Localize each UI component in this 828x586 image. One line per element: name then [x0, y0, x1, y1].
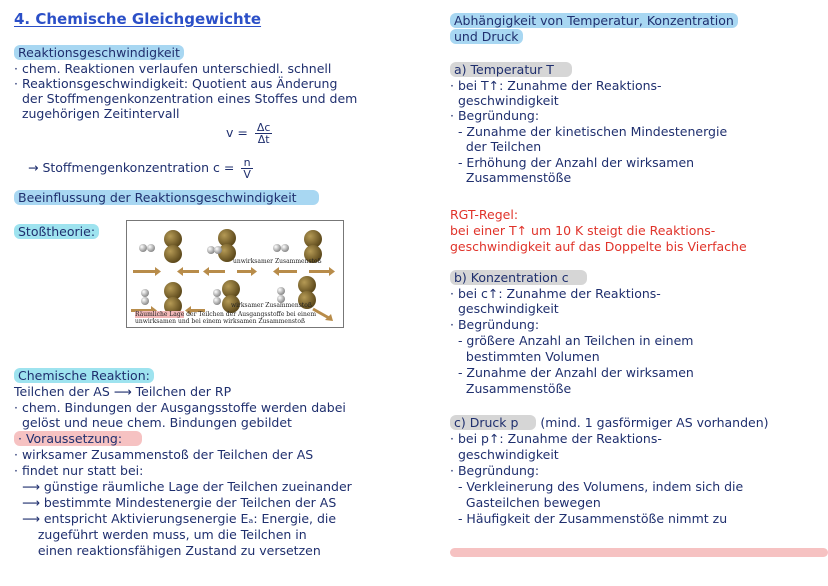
rate-line: · Reaktionsgeschwindigkeit: Quotient aus Änderung [14, 76, 338, 91]
rgt-rule-line: bei einer T↑ um 10 K steigt die Reaktions- [450, 223, 716, 238]
heading-dependence: Abhängigkeit von Temperatur, Konzentration [450, 13, 738, 28]
concentration-line: - Zunahme der Anzahl der wirksamen [450, 365, 694, 380]
heading-influence: Beeinflussung der Reaktionsgeschwindigkeit [14, 190, 319, 205]
conc-numerator: n [241, 157, 253, 169]
concentration-line: bestimmten Volumen [450, 349, 600, 364]
formula-denominator: Δt [257, 133, 270, 146]
condition-line: ⟶ günstige räumliche Lage der Teilchen zueinander [14, 479, 352, 494]
concentration-line: Zusammenstöße [450, 381, 572, 396]
heading-concentration: b) Konzentration c [450, 270, 587, 285]
heading-condition: · Voraussetzung: [14, 431, 142, 446]
pressure-line: geschwindigkeit [450, 447, 559, 462]
pressure-line: · Begründung: [450, 463, 540, 478]
heading-pressure: c) Druck p [450, 415, 536, 430]
rate-formula [226, 122, 275, 145]
conc-denominator: V [243, 168, 251, 181]
pressure-note: (mind. 1 gasförmiger AS vorhanden) [540, 415, 769, 430]
figure-caption-line-1 [135, 311, 316, 318]
temperature-line: der Teilchen [450, 139, 542, 154]
condition-line: ⟶ bestimmte Mindestenergie der Teilchen der AS [14, 495, 337, 510]
concentration-formula [28, 157, 256, 180]
molecule-pair-top-left [139, 230, 182, 263]
formula-label: v = [226, 125, 248, 140]
rgt-rule-title: RGT-Regel: [450, 207, 519, 222]
temperature-line: · bei T↑: Zunahme der Reaktions- [450, 78, 662, 93]
page-title: 4. Chemische Gleichgewichte [14, 10, 262, 28]
condition-line: · findet nur statt bei: [14, 463, 144, 478]
temperature-line: geschwindigkeit [450, 93, 559, 108]
rate-line: der Stoffmengenkonzentration eines Stoffes und dem [14, 91, 358, 106]
heading-chemical-reaction: Chemische Reaktion: [14, 368, 154, 383]
figure-caption-line-2: unwirksamen und bei einem wirksamen Zusammenstoß [135, 318, 305, 325]
reaction-line: Teilchen der AS ⟶ Teilchen der RP [14, 384, 232, 399]
label-effective-collision: wirksamer Zusammenstoß [231, 302, 312, 309]
decorative-highlight-bar [450, 548, 828, 557]
concentration-label: → Stoffmengenkonzentration c = [28, 160, 235, 175]
caption-highlight: Räumliche Lage [135, 311, 185, 318]
temperature-line: - Erhöhung der Anzahl der wirksamen [450, 155, 695, 170]
rate-line: zugehörigen Zeitintervall [14, 106, 180, 121]
rate-line: · chem. Reaktionen verlaufen unterschiedl. schnell [14, 61, 332, 76]
temperature-line: · Begründung: [450, 108, 540, 123]
caption-text: der Teilchen der Ausgangsstoffe bei einem [184, 311, 317, 318]
reaction-line: gelöst und neue chem. Bindungen gebildet [14, 415, 292, 430]
concentration-line: - größere Anzahl an Teilchen in einem [450, 333, 694, 348]
concentration-line: · Begründung: [450, 317, 540, 332]
pressure-line: · bei p↑: Zunahme der Reaktions- [450, 431, 662, 446]
arrow-row-1 [133, 267, 335, 276]
condition-line: zugeführt werden muss, um die Teilchen in [14, 527, 307, 542]
heading-temperature: a) Temperatur T [450, 62, 572, 77]
heading-dependence-cont: und Druck [450, 29, 523, 44]
pressure-line: - Verkleinerung des Volumens, indem sich die [450, 479, 744, 494]
temperature-line: - Zunahme der kinetischen Mindestenergie [450, 124, 728, 139]
pressure-line: Gasteilchen bewegen [450, 495, 601, 510]
condition-line: · wirksamer Zusammenstoß der Teilchen der AS [14, 447, 314, 462]
condition-line: einen reaktionsfähigen Zustand zu versetzen [14, 543, 321, 558]
pressure-line: - Häufigkeit der Zusammenstöße nimmt zu [450, 511, 728, 526]
collision-theory-figure [126, 220, 344, 328]
rgt-rule-line: geschwindigkeit auf das Doppelte bis Vierfache [450, 239, 747, 254]
condition-line: ⟶ entspricht Aktivierungsenergie Eₐ: Energie, die [14, 511, 337, 526]
heading-reaction-rate: Reaktionsgeschwindigkeit [14, 45, 184, 60]
temperature-line: Zusammenstöße [450, 170, 572, 185]
molecule-pair-top-mid [207, 229, 236, 262]
label-ineffective-collision: unwirksamer Zusammenstoß [233, 258, 322, 265]
reaction-line: · chem. Bindungen der Ausgangsstoffe werden dabei [14, 400, 346, 415]
concentration-line: · bei c↑: Zunahme der Reaktions- [450, 286, 661, 301]
heading-collision-theory: Stoßtheorie: [14, 224, 99, 239]
concentration-line: geschwindigkeit [450, 301, 559, 316]
formula-numerator: Δc [256, 121, 271, 134]
